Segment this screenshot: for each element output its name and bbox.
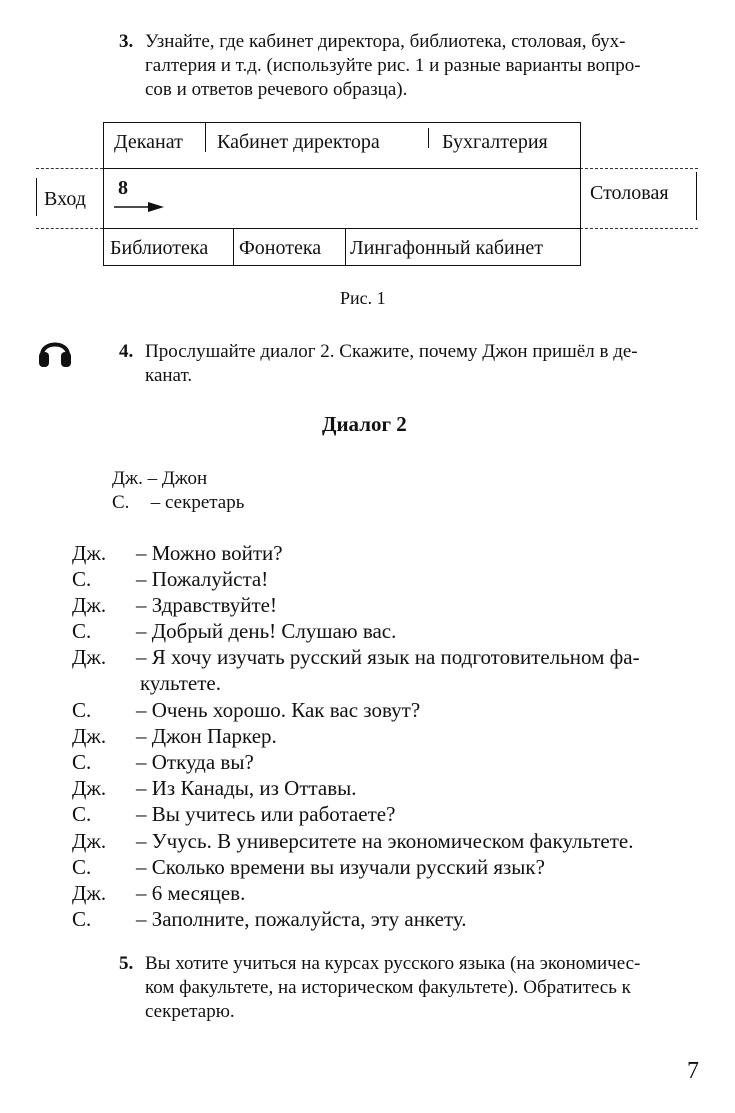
legend-text: – секретарь — [150, 492, 245, 513]
task-line: Узнайте, где кабинет директора, библиотека, столовая, бух- — [145, 31, 626, 52]
dialog-title: Диалог 2 — [322, 412, 407, 436]
page-number: 7 — [687, 1058, 699, 1084]
utterance: – Можно войти? — [136, 541, 283, 565]
speaker: С. — [72, 619, 92, 643]
room-library: Библиотека — [110, 237, 209, 259]
task-line: Вы хотите учиться на курсах русского языка (на экономичес- — [145, 953, 641, 974]
speaker: Дж. — [72, 645, 107, 669]
task-5 — [119, 952, 709, 1024]
task-3 — [119, 30, 699, 102]
task-line: сов и ответов речевого образца). — [145, 79, 408, 100]
dialog-line — [72, 801, 395, 827]
task-text — [119, 952, 709, 1024]
utterance: – Добрый день! Слушаю вас. — [136, 619, 397, 643]
speaker: Дж. — [72, 724, 107, 748]
utterance: – Джон Паркер. — [136, 724, 277, 748]
speaker: Дж. — [72, 776, 107, 800]
dialog-line — [72, 828, 633, 854]
dialog-line — [72, 644, 640, 670]
task-text — [119, 340, 699, 388]
dialog-line — [72, 906, 467, 932]
room-canteen: Столовая — [590, 182, 669, 204]
headphones-icon — [38, 333, 72, 369]
speaker: Дж. — [72, 881, 107, 905]
room-accounting: Бухгалтерия — [442, 131, 548, 153]
utterance: – Пожалуйста! — [136, 567, 269, 591]
person-icon: 8 — [118, 177, 128, 199]
speaker: С. — [72, 907, 92, 931]
legend-item — [112, 467, 207, 491]
task-number: 3. — [119, 31, 134, 52]
dialog-line — [72, 723, 277, 749]
speaker: Дж. — [72, 829, 107, 853]
arrow-right-icon — [112, 200, 166, 214]
task-line: канат. — [145, 365, 193, 386]
utterance: – Здравствуйте! — [136, 593, 277, 617]
task-line: ком факультете, на историческом факультете). Обратитесь к — [145, 977, 631, 998]
task-number: 4. — [119, 341, 134, 362]
speaker: С. — [72, 802, 92, 826]
dialog-line — [72, 697, 420, 723]
legend-abbr: Дж. — [112, 468, 143, 489]
utterance: – Я хочу изучать русский язык на подготовительном фа- — [136, 645, 640, 669]
utterance: – Откуда вы? — [136, 750, 254, 774]
dialog-line — [72, 775, 357, 801]
room-dean-office: Деканат — [114, 131, 183, 153]
dialog-line — [72, 592, 277, 618]
utterance: – Очень хорошо. Как вас зовут? — [136, 698, 421, 722]
utterance: – Заполните, пожалуйста, эту анкету. — [136, 907, 467, 931]
room-phonotheque: Фонотека — [239, 237, 322, 259]
legend-item — [112, 491, 244, 515]
dialog-line — [72, 749, 254, 775]
task-line: Прослушайте диалог 2. Скажите, почему Джон пришёл в де- — [145, 341, 638, 362]
dialog-line — [72, 540, 283, 566]
room-director-office: Кабинет директора — [217, 131, 380, 153]
entrance-label: Вход — [44, 188, 86, 210]
speaker: С. — [72, 855, 92, 879]
task-4 — [119, 340, 699, 388]
dialog-line — [72, 618, 396, 644]
dialog-line — [72, 566, 268, 592]
speaker: С. — [72, 567, 92, 591]
task-number: 5. — [119, 953, 134, 974]
utterance: – Вы учитесь или работаете? — [136, 802, 396, 826]
speaker: Дж. — [72, 593, 107, 617]
room-language-lab: Лингафонный кабинет — [350, 237, 544, 259]
dialog-line — [72, 880, 245, 906]
utterance: – 6 месяцев. — [136, 881, 246, 905]
task-line: секретарю. — [145, 1001, 235, 1022]
utterance: – Из Канады, из Оттавы. — [136, 776, 357, 800]
utterance: – Учусь. В университете на экономическом факультете. — [136, 829, 634, 853]
utterance: – Сколько времени вы изучали русский язык? — [136, 855, 545, 879]
task-text — [119, 30, 699, 102]
legend-text: – Джон — [147, 468, 208, 489]
task-line: галтерия и т.д. (используйте рис. 1 и разные варианты вопро- — [145, 55, 641, 76]
speaker: С. — [72, 698, 92, 722]
dialog-line — [72, 854, 545, 880]
figure-caption: Рис. 1 — [340, 288, 386, 308]
legend-abbr: С. — [112, 492, 130, 513]
speaker: Дж. — [72, 541, 107, 565]
speaker: С. — [72, 750, 92, 774]
dialog-continuation: культете. — [140, 671, 221, 695]
